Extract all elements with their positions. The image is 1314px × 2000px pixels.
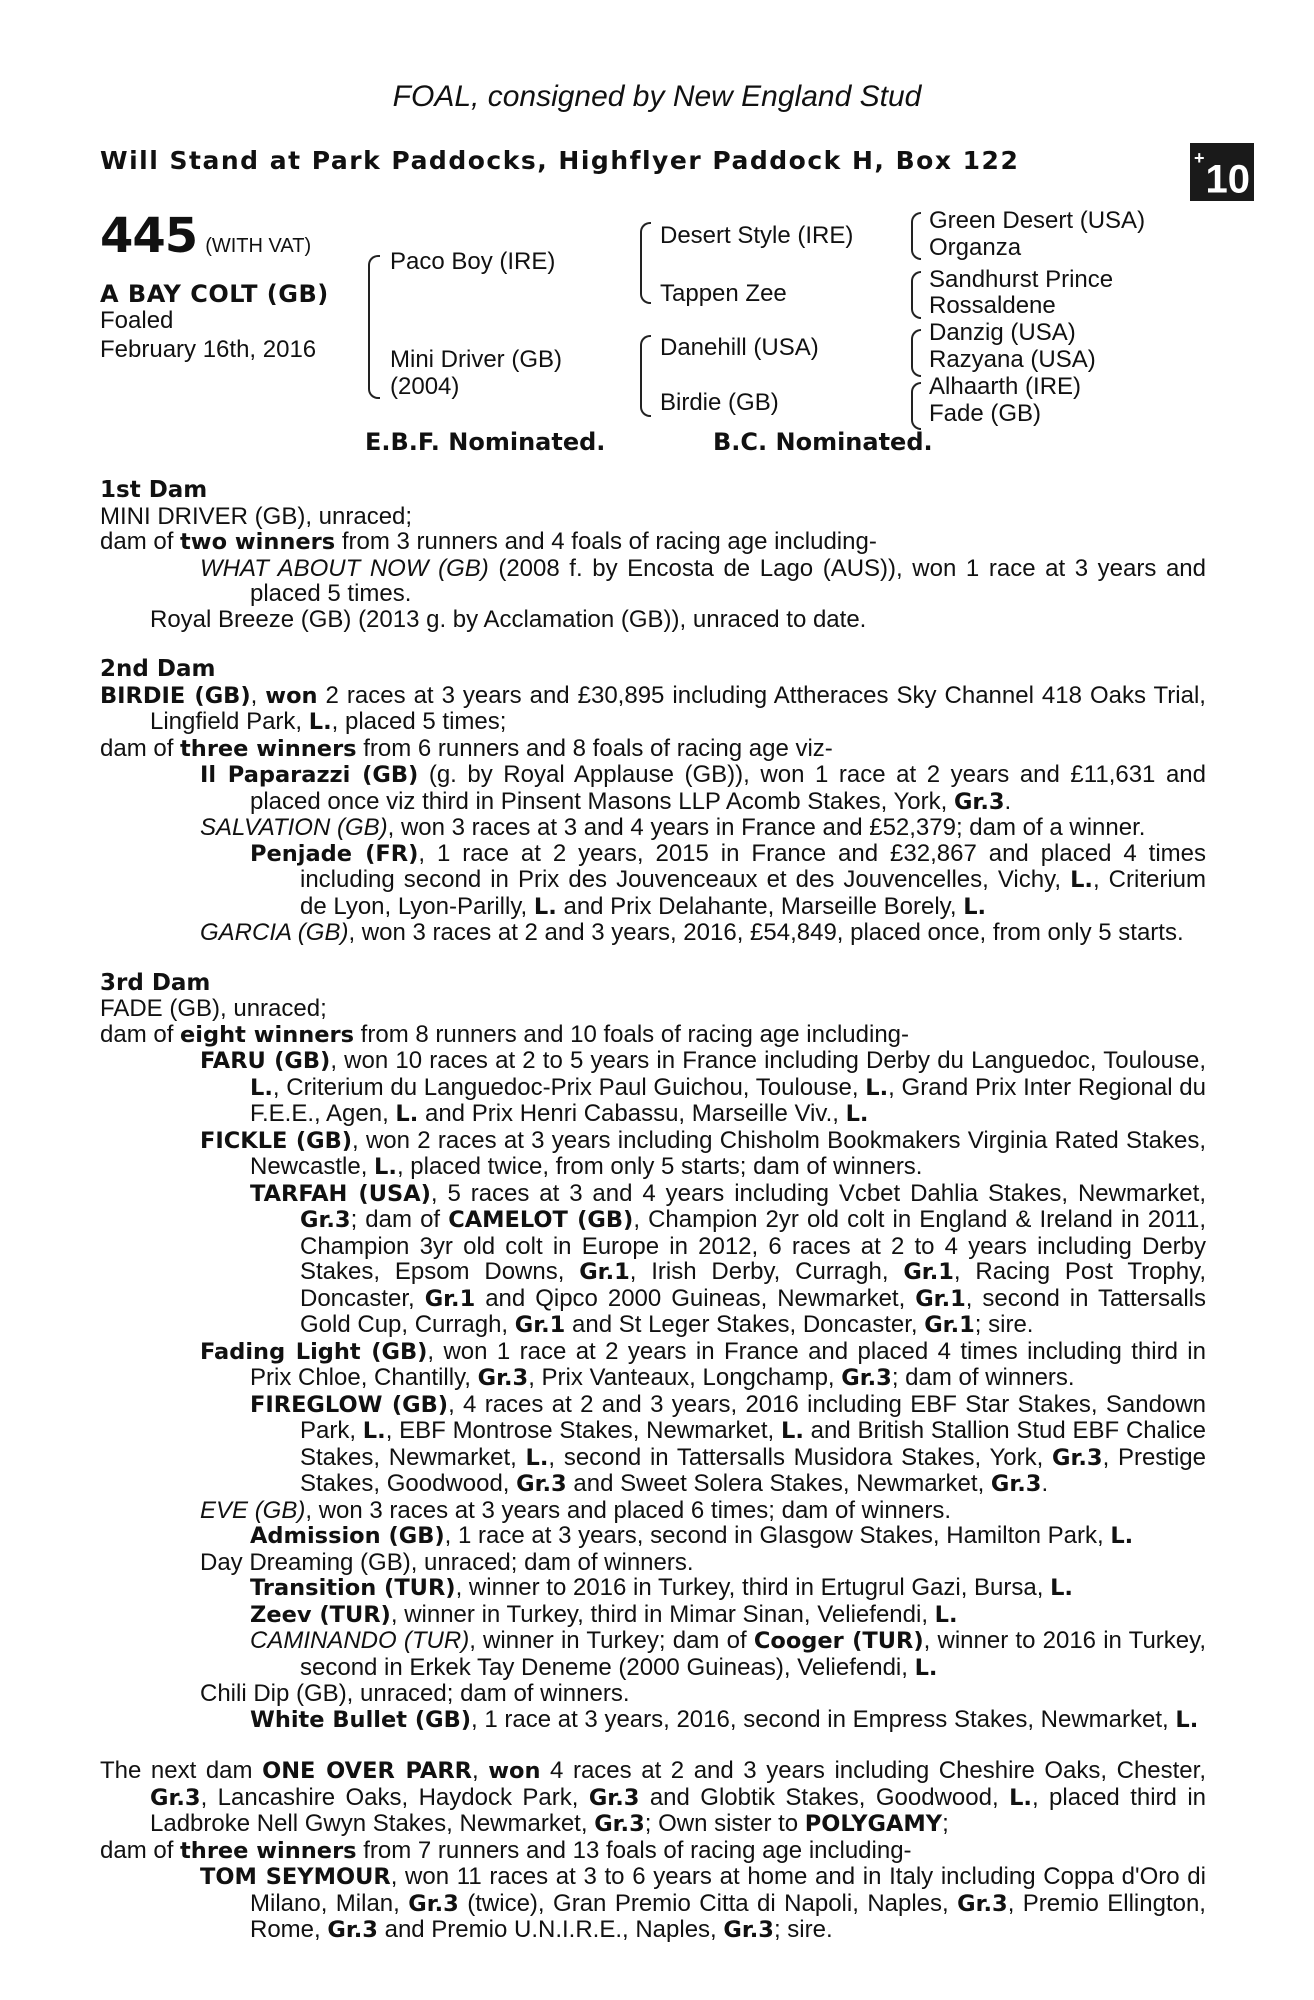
ped-sdd: Rossaldene — [929, 292, 1056, 319]
foaled-date: February 16th, 2016 — [100, 336, 317, 363]
second-dam-summary: dam of three winners from 6 runners and 8 foals of racing age viz- — [100, 734, 833, 762]
third-dam-grandproduce: CAMINANDO (TUR), winner in Turkey; dam of Cooger (TUR), winner to 2016 in Turkey, second in Erkek Tay Deneme (2000 Guineas), Veliefendi, L. — [250, 1627, 1207, 1681]
foaled-label: Foaled — [100, 307, 174, 334]
third-dam-produce: Day Dreaming (GB), unraced; dam of winners. — [200, 1548, 694, 1576]
third-dam-produce: EVE (GB), won 3 races at 3 years and placed 6 times; dam of winners. — [200, 1496, 952, 1524]
ped-sss: Green Desert (USA) — [929, 207, 1146, 234]
second-dam-line: BIRDIE (GB), won 2 races at 3 years and £30,895 including Attheraces Sky Channel 418 Oaks Trial, Lingfield Park, L., placed 5 times; — [100, 681, 1206, 735]
second-dam-grandproduce: Penjade (FR), 1 race at 2 years, 2015 in France and £32,867 and placed 4 times including second in Prix des Jouvenceaux et des Jouvencelles, Vichy, L., Criterium de Lyon, Lyon-Parilly, L. and Prix Delahante, Marseille Borely, L. — [250, 839, 1207, 920]
next-dam-produce: TOM SEYMOUR, won 11 races at 3 to 6 years at home and in Italy including Coppa d'Oro di Milano, Milan, Gr.3 (twice), Gran Premio Citta di Napoli, Naples, Gr.3, Premio Ellington, Rome, Gr.3 and Premio U.N.I.R.E., Naples, Gr.3; sire. — [200, 1863, 1206, 1943]
brace-gen3-1 — [911, 212, 921, 260]
ped-sd: Tappen Zee — [660, 280, 787, 307]
bc-nominated: B.C. Nominated. — [713, 428, 933, 456]
first-dam-produce: Royal Breeze (GB) (2013 g. by Acclamation (GB)), unraced to date. — [150, 605, 867, 633]
third-dam-line: FADE (GB), unraced; — [100, 995, 327, 1022]
brace-dam — [640, 335, 651, 417]
third-dam-summary: dam of eight winners from 8 runners and 10 foals of racing age including- — [100, 1020, 910, 1048]
first-dam-title: 1st Dam — [100, 477, 208, 503]
ped-dss: Danzig (USA) — [929, 319, 1076, 346]
third-dam-title: 3rd Dam — [100, 969, 211, 996]
ped-dsd: Razyana (USA) — [929, 346, 1096, 373]
brace-gen3-3 — [911, 329, 921, 377]
first-dam-line: MINI DRIVER (GB), unraced; — [100, 502, 413, 530]
second-dam-title: 2nd Dam — [100, 656, 216, 682]
ped-dam: Mini Driver (GB) — [390, 346, 562, 373]
catalogue-badge — [1190, 143, 1254, 201]
brace-gen3-2 — [911, 271, 921, 319]
ped-sire: Paco Boy (IRE) — [390, 248, 556, 275]
badge-number: 10 — [1205, 157, 1250, 202]
second-dam-produce: Il Paparazzi (GB) (g. by Royal Applause (GB)), won 1 race at 2 years and £11,631 and placed once viz third in Pinsent Masons LLP Acomb Stakes, York, Gr.3. — [200, 761, 1207, 815]
second-dam-produce: GARCIA (GB), won 3 races at 2 and 3 years, 2016, £54,849, placed once, from only 5 starts. — [200, 919, 1184, 946]
third-dam-grandproduce: Zeev (TUR), winner in Turkey, third in Mimar Sinan, Veliefendi, L. — [250, 1600, 958, 1628]
third-dam-grandproduce: White Bullet (GB), 1 race at 3 years, 2016, second in Empress Stakes, Newmarket, L. — [250, 1705, 1199, 1733]
third-dam-grandproduce: Admission (GB), 1 race at 3 years, second in Glasgow Stakes, Hamilton Park, L. — [250, 1522, 1134, 1549]
ped-dd: Birdie (GB) — [660, 389, 779, 416]
third-dam-grandproduce: Transition (TUR), winner to 2016 in Turkey, third in Ertugrul Gazi, Bursa, L. — [250, 1574, 1073, 1601]
ped-ddd: Fade (GB) — [929, 400, 1042, 427]
ped-sds: Sandhurst Prince — [929, 266, 1114, 293]
third-dam-produce: Fading Light (GB), won 1 race at 2 years in France and placed 4 times including third in Prix Chloe, Chantilly, Gr.3, Prix Vanteaux, Longchamp, Gr.3; dam of winners. — [200, 1337, 1206, 1391]
first-dam-summary: dam of two winners from 3 runners and 4 foals of racing age including- — [100, 528, 877, 555]
third-dam-produce: FARU (GB), won 10 races at 2 to 5 years in France including Derby du Languedoc, Toulouse, L., Criterium du Languedoc-Prix Paul Guichou, Toulouse, L., Grand Prix Inter Regional du F.E.E., Agen, L. and Prix Henri Cabassu, Marseille Viv., L. — [200, 1047, 1206, 1127]
ebf-nominated: E.B.F. Nominated. — [365, 428, 606, 456]
brace-gen1 — [368, 255, 380, 399]
ped-dam-year: (2004) — [390, 373, 460, 400]
badge-plus: + — [1193, 148, 1205, 168]
produce-record — [100, 478, 1206, 1944]
lot-number: 445 — [100, 208, 198, 264]
second-dam-produce: SALVATION (GB), won 3 races at 3 and 4 years in France and £52,379; dam of a winner. — [200, 814, 1146, 841]
ped-ds: Danehill (USA) — [660, 334, 819, 361]
brace-gen3-4 — [911, 382, 921, 430]
lot-header — [100, 208, 311, 264]
foaled-info — [100, 306, 316, 364]
consignor-line: FOAL, consigned by New England Stud — [392, 80, 922, 113]
next-dam-summary: dam of three winners from 7 runners and 13 foals of racing age including- — [100, 1836, 912, 1864]
ped-ss: Desert Style (IRE) — [660, 222, 854, 249]
brace-sire — [640, 222, 651, 304]
stand-location: Will Stand at Park Paddocks, Highflyer Paddock H, Box 122 — [100, 146, 1020, 175]
lot-vat: (WITH VAT) — [205, 235, 312, 257]
third-dam-grandproduce: FIREGLOW (GB), 4 races at 2 and 3 years, 2016 including EBF Star Stakes, Sandown Park, L., EBF Montrose Stakes, Newmarket, L. and British Stallion Stud EBF Chalice Stakes, Newmarket, L., second in Tattersalls Musidora Stakes, York, Gr.3, Prestige Stakes, Goodwood, Gr.3 and Sweet Solera Stakes, Newmarket, Gr.3. — [250, 1390, 1207, 1497]
ped-ssd: Organza — [929, 234, 1022, 261]
third-dam-grandproduce: TARFAH (USA), 5 races at 3 and 4 years including Vcbet Dahlia Stakes, Newmarket, Gr.3; dam of CAMELOT (GB), Champion 2yr old colt in England & Ireland in 2011, Champion 3yr old colt in Europe in 2012, 6 races at 2 to 4 years including Derby Stakes, Epsom Downs, Gr.1, Irish Derby, Curragh, Gr.1, Racing Post Trophy, Doncaster, Gr.1 and Qipco 2000 Guineas, Newmarket, Gr.1, second in Tattersalls Gold Cup, Curragh, Gr.1 and St Leger Stakes, Doncaster, Gr.1; sire. — [250, 1179, 1207, 1338]
lot-title: A BAY COLT (GB) — [100, 280, 329, 308]
first-dam-produce: WHAT ABOUT NOW (GB) (2008 f. by Encosta de Lago (AUS)), won 1 race at 3 years and placed 5 times. — [200, 554, 1206, 607]
third-dam-produce: FICKLE (GB), won 2 races at 3 years including Chisholm Bookmakers Virginia Rated Stakes, Newcastle, L., placed twice, from only 5 starts; dam of winners. — [200, 1126, 1206, 1180]
ped-dds: Alhaarth (IRE) — [929, 373, 1082, 400]
next-dam-line: The next dam ONE OVER PARR, won 4 races at 2 and 3 years including Cheshire Oaks, Chester, Gr.3, Lancashire Oaks, Haydock Park, Gr.3 and Globtik Stakes, Goodwood, L., placed third in Ladbroke Nell Gwyn Stakes, Newmarket, Gr.3; Own sister to POLYGAMY; — [100, 1757, 1207, 1837]
third-dam-produce: Chili Dip (GB), unraced; dam of winners. — [200, 1680, 630, 1707]
